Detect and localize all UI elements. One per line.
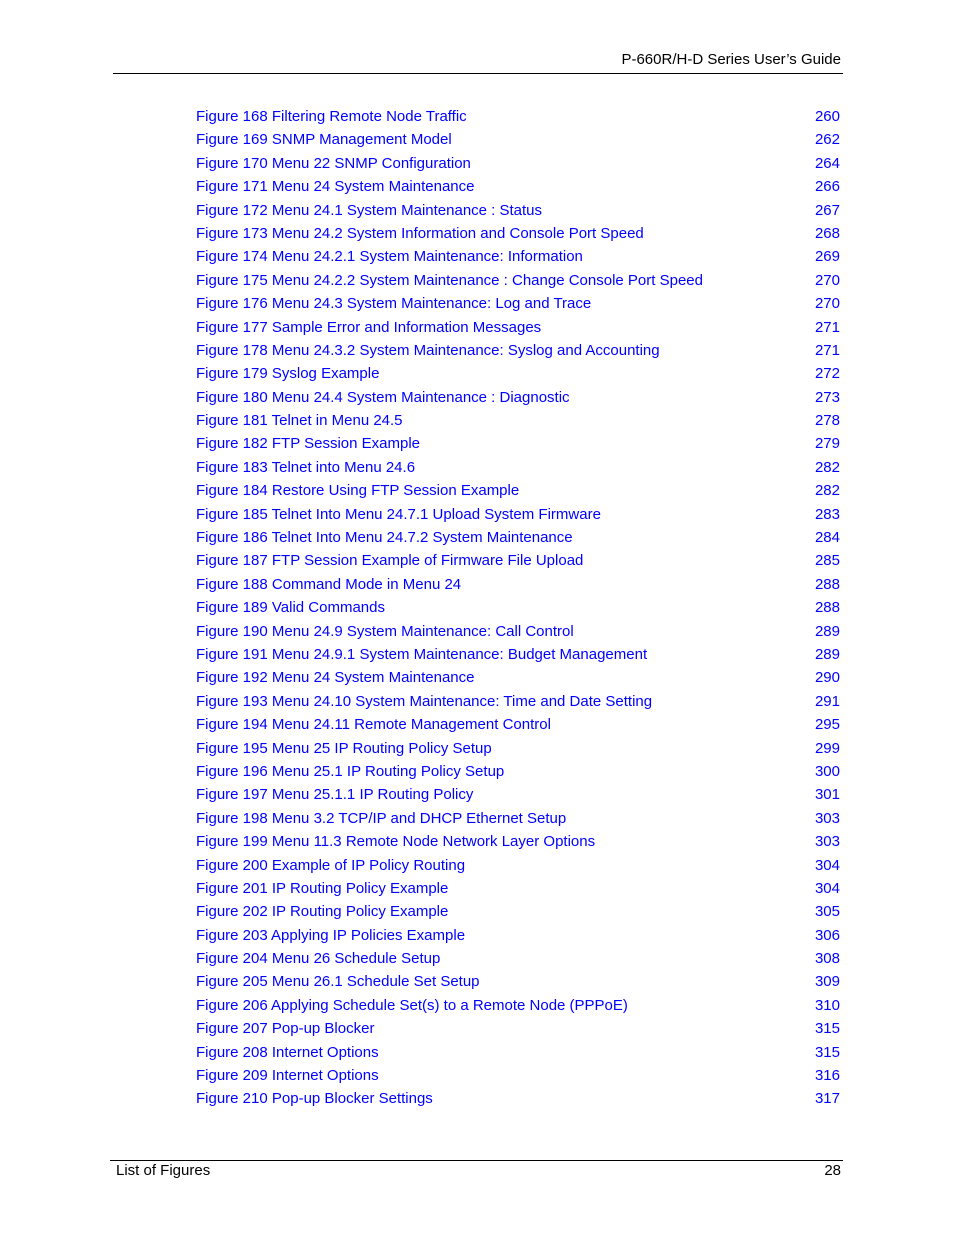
toc-entry-title: Figure 208 Internet Options — [196, 1043, 379, 1061]
toc-entry-link[interactable] — [196, 900, 840, 923]
toc-entry-link[interactable] — [196, 970, 840, 993]
toc-entry-title: Figure 174 Menu 24.2.1 System Maintenance: Information — [196, 248, 583, 266]
toc-entry-link[interactable] — [196, 105, 840, 128]
toc-entry-link[interactable] — [196, 1064, 840, 1087]
toc-entry-title: Figure 176 Menu 24.3 System Maintenance: Log and Trace — [196, 295, 592, 313]
toc-entry-link[interactable] — [196, 994, 840, 1017]
toc-entry-link[interactable] — [196, 760, 840, 783]
toc-entry-page: 310 — [814, 996, 840, 1014]
toc-entry-page: 289 — [814, 622, 840, 640]
header-divider — [113, 73, 843, 74]
toc-entry-link[interactable] — [196, 924, 840, 947]
page-number: 28 — [824, 1162, 841, 1179]
toc-entry-link[interactable] — [196, 199, 840, 222]
toc-entry-link[interactable] — [196, 128, 840, 151]
toc-entry-title: Figure 173 Menu 24.2 System Information and Console Port Speed — [196, 224, 644, 242]
toc-entry-link[interactable] — [196, 783, 840, 806]
toc-entry-page: 301 — [814, 786, 840, 804]
toc-entry-page: 260 — [814, 108, 840, 125]
toc-entry-page: 315 — [814, 1020, 840, 1038]
toc-entry-title: Figure 185 Telnet Into Menu 24.7.1 Upload System Firmware — [196, 505, 601, 523]
toc-entry-title: Figure 169 SNMP Management Model — [196, 131, 452, 149]
list-of-figures — [196, 105, 840, 1111]
toc-entry-link[interactable] — [196, 549, 840, 572]
toc-entry-page: 271 — [814, 341, 840, 359]
toc-entry-page: 317 — [814, 1090, 840, 1108]
toc-entry-title: Figure 206 Applying Schedule Set(s) to a Remote Node (PPPoE) — [196, 996, 628, 1014]
toc-entry-page: 304 — [814, 856, 840, 874]
toc-entry-title: Figure 182 FTP Session Example — [196, 435, 420, 453]
toc-entry-title: Figure 198 Menu 3.2 TCP/IP and DHCP Ethernet Setup — [196, 809, 567, 827]
toc-entry-title: Figure 194 Menu 24.11 Remote Management Control — [196, 716, 551, 734]
toc-entry-link[interactable] — [196, 526, 840, 549]
toc-entry-link[interactable] — [196, 690, 840, 713]
footer-section-name: List of Figures — [116, 1162, 211, 1179]
toc-entry-title: Figure 203 Applying IP Policies Example — [196, 926, 466, 944]
toc-entry-title: Figure 188 Command Mode in Menu 24 — [196, 575, 462, 593]
toc-entry-page: 262 — [814, 131, 840, 149]
toc-entry-page: 270 — [814, 295, 840, 313]
toc-entry-title: Figure 201 IP Routing Policy Example — [196, 879, 449, 897]
toc-entry-title: Figure 183 Telnet into Menu 24.6 — [196, 458, 416, 476]
toc-entry-page: 300 — [814, 762, 840, 780]
toc-entry-title: Figure 180 Menu 24.4 System Maintenance : Diagnostic — [196, 388, 570, 406]
toc-entry-title: Figure 209 Internet Options — [196, 1067, 379, 1085]
toc-entry-title: Figure 193 Menu 24.10 System Maintenance: Time and Date Setting — [196, 692, 653, 710]
toc-entry-page: 309 — [814, 973, 840, 991]
toc-entry-link[interactable] — [196, 222, 840, 245]
toc-entry-link[interactable] — [196, 386, 840, 409]
toc-entry-link[interactable] — [196, 503, 840, 526]
toc-entry-title: Figure 186 Telnet Into Menu 24.7.2 System Maintenance — [196, 529, 573, 547]
toc-entry-page: 303 — [814, 833, 840, 851]
toc-entry-link[interactable] — [196, 456, 840, 479]
toc-entry-link[interactable] — [196, 245, 840, 268]
toc-entry-link[interactable] — [196, 316, 840, 339]
toc-entry-link[interactable] — [196, 479, 840, 502]
toc-entry-title: Figure 179 Syslog Example — [196, 365, 380, 383]
toc-entry-link[interactable] — [196, 432, 840, 455]
toc-entry-page: 284 — [814, 529, 840, 547]
toc-entry-title: Figure 170 Menu 22 SNMP Configuration — [196, 154, 471, 172]
toc-entry-link[interactable] — [196, 269, 840, 292]
toc-entry-page: 272 — [814, 365, 840, 383]
toc-entry-title: Figure 178 Menu 24.3.2 System Maintenance: Syslog and Accounting — [196, 341, 660, 359]
toc-entry-page: 285 — [814, 552, 840, 570]
toc-entry-page: 304 — [814, 879, 840, 897]
toc-entry-title: Figure 196 Menu 25.1 IP Routing Policy Setup — [196, 762, 505, 780]
toc-entry-link[interactable] — [196, 713, 840, 736]
toc-entry-title: Figure 210 Pop-up Blocker Settings — [196, 1090, 433, 1108]
toc-entry-title: Figure 172 Menu 24.1 System Maintenance : Status — [196, 201, 543, 219]
toc-entry-page: 305 — [814, 903, 840, 921]
toc-entry-title: Figure 191 Menu 24.9.1 System Maintenance: Budget Management — [196, 645, 648, 663]
toc-entry-link[interactable] — [196, 737, 840, 760]
toc-entry-link[interactable] — [196, 947, 840, 970]
toc-entry-link[interactable] — [196, 596, 840, 619]
toc-entry-page: 290 — [814, 669, 840, 687]
toc-entry-title: Figure 168 Filtering Remote Node Traffic — [196, 108, 467, 125]
toc-entry-page: 303 — [814, 809, 840, 827]
toc-entry-title: Figure 205 Menu 26.1 Schedule Set Setup — [196, 973, 480, 991]
toc-entry-title: Figure 189 Valid Commands — [196, 599, 385, 617]
toc-entry-page: 267 — [814, 201, 840, 219]
toc-entry-page: 271 — [814, 318, 840, 336]
toc-entry-link[interactable] — [196, 643, 840, 666]
toc-entry-page: 308 — [814, 950, 840, 968]
toc-entry-title: Figure 192 Menu 24 System Maintenance — [196, 669, 475, 687]
toc-entry-page: 282 — [814, 458, 840, 476]
toc-entry-title: Figure 202 IP Routing Policy Example — [196, 903, 449, 921]
toc-entry-title: Figure 171 Menu 24 System Maintenance — [196, 178, 475, 196]
toc-entry-title: Figure 207 Pop-up Blocker — [196, 1020, 375, 1038]
toc-entry-title: Figure 197 Menu 25.1.1 IP Routing Policy — [196, 786, 474, 804]
toc-entry-page: 283 — [814, 505, 840, 523]
toc-entry-page: 306 — [814, 926, 840, 944]
toc-entry-link[interactable] — [196, 409, 840, 432]
toc-entry-link[interactable] — [196, 175, 840, 198]
footer-divider — [110, 1160, 843, 1161]
toc-entry-page: 315 — [814, 1043, 840, 1061]
toc-entry-page: 264 — [814, 154, 840, 172]
toc-entry-title: Figure 200 Example of IP Policy Routing — [196, 856, 466, 874]
toc-entry-page: 269 — [814, 248, 840, 266]
toc-entry-link[interactable] — [196, 339, 840, 362]
toc-entry-title: Figure 190 Menu 24.9 System Maintenance: Call Control — [196, 622, 574, 640]
toc-entry-link[interactable] — [196, 854, 840, 877]
toc-entry-title: Figure 177 Sample Error and Information Messages — [196, 318, 542, 336]
toc-entry-page: 291 — [814, 692, 840, 710]
toc-entry-title: Figure 184 Restore Using FTP Session Example — [196, 482, 520, 500]
toc-entry-link[interactable] — [196, 807, 840, 830]
toc-entry-link[interactable] — [196, 1087, 840, 1110]
toc-entry-link[interactable] — [196, 877, 840, 900]
toc-entry-link[interactable] — [196, 666, 840, 689]
toc-entry-link[interactable] — [196, 573, 840, 596]
toc-entry-page: 266 — [814, 178, 840, 196]
toc-entry-title: Figure 199 Menu 11.3 Remote Node Network Layer Options — [196, 833, 596, 851]
toc-entry-link[interactable] — [196, 362, 840, 385]
toc-entry-page: 289 — [814, 645, 840, 663]
toc-entry-page: 278 — [814, 412, 840, 430]
toc-entry-link[interactable] — [196, 152, 840, 175]
toc-entry-page: 279 — [814, 435, 840, 453]
toc-entry-title: Figure 175 Menu 24.2.2 System Maintenance : Change Console Port Speed — [196, 271, 703, 289]
toc-entry-link[interactable] — [196, 830, 840, 853]
toc-entry-link[interactable] — [196, 1017, 840, 1040]
toc-entry-title: Figure 187 FTP Session Example of Firmware File Upload — [196, 552, 584, 570]
toc-entry-title: Figure 195 Menu 25 IP Routing Policy Setup — [196, 739, 492, 757]
toc-entry-page: 270 — [814, 271, 840, 289]
toc-entry-title: Figure 181 Telnet in Menu 24.5 — [196, 412, 403, 430]
toc-entry-link[interactable] — [196, 292, 840, 315]
toc-entry-title: Figure 204 Menu 26 Schedule Setup — [196, 950, 441, 968]
toc-entry-page: 316 — [814, 1067, 840, 1085]
toc-entry-page: 295 — [814, 716, 840, 734]
toc-entry-page: 273 — [814, 388, 840, 406]
document-title: P-660R/H-D Series User’s Guide — [621, 51, 841, 68]
toc-entry-link[interactable] — [196, 1041, 840, 1064]
toc-entry-page: 288 — [814, 599, 840, 617]
toc-entry-page: 299 — [814, 739, 840, 757]
toc-entry-page: 282 — [814, 482, 840, 500]
toc-entry-link[interactable] — [196, 620, 840, 643]
toc-entry-page: 288 — [814, 575, 840, 593]
toc-entry-page: 268 — [814, 224, 840, 242]
